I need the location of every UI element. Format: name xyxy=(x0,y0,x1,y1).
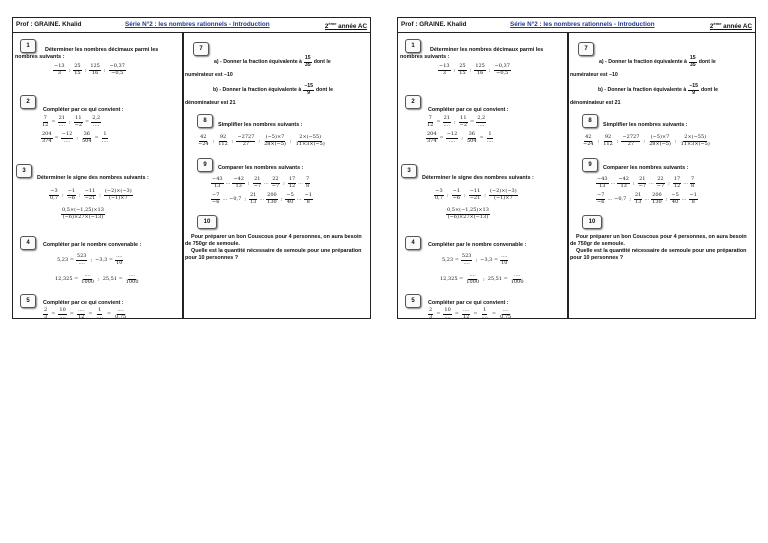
fraction: −0,37 −0,5 xyxy=(494,63,510,76)
fraction: 523 .... xyxy=(461,253,472,266)
fraction: −42 13 xyxy=(618,176,629,189)
fraction: 0,5×(−1,25)×13 (−6)×27×(−13) xyxy=(62,207,104,220)
fraction: 7 12 xyxy=(427,115,434,128)
fraction: 125 16 xyxy=(475,63,485,76)
fraction: $\frac{2}{3}$ xyxy=(44,307,48,320)
exercise-number-10: 10 xyxy=(582,215,602,229)
exercise-10-text-1: Pour préparer un bon Couscous pour 4 personnes, on aura besoin de 750gr de semoule. xyxy=(185,234,362,248)
exercise-9-math-b: −7 −6 ... −0,7 ; 21 13 ... 200 130 ; −5 40 ... −1 8 xyxy=(597,192,697,205)
exercise-number-4: 4 xyxy=(20,236,36,250)
fraction: −7 −6 xyxy=(597,192,605,205)
fraction: −12 .... xyxy=(446,131,458,144)
exercise-number-2: 2 xyxy=(20,95,36,109)
fraction: −5 40 xyxy=(671,192,679,205)
teacher-name: Prof : GRAINE. Khalid xyxy=(16,21,82,28)
fraction: 7 12 xyxy=(42,115,49,128)
fraction: .... 0,75 xyxy=(500,307,512,320)
fraction: −43 13 xyxy=(212,176,223,189)
fraction: $\frac{2}{3}$ xyxy=(429,307,433,320)
column-divider xyxy=(567,33,569,318)
fraction: 10 .... xyxy=(444,307,451,320)
fraction: −3 0,7 xyxy=(435,188,443,201)
exercise-7a-line2: numérateur est −10 xyxy=(570,72,618,78)
fraction: 25 15 xyxy=(459,63,466,76)
worksheet-right xyxy=(397,17,756,319)
worksheet-left xyxy=(12,17,371,319)
fraction: 200 130 xyxy=(652,192,662,205)
exercise-5-math-a: $\frac{2}{3}$ = 10 .... = .... 12 = 1 .... = .... 0,75 xyxy=(44,307,127,320)
exercise-9-math-a: −43 13 ... −42 13 ; 21 −7 ... 22 −7 ; 17 12 ... 7 8 xyxy=(597,176,695,189)
fraction: (−5)×7 28×(−5) xyxy=(264,134,286,147)
exercise-5-text: Compléter par ce qui convient : xyxy=(428,300,509,306)
exercise-9-text: Comparer les nombres suivants : xyxy=(218,165,304,171)
exercise-3-math-b xyxy=(61,208,105,220)
exercise-3-text: Déterminer le signe des nombres suivants : xyxy=(37,175,149,181)
exercise-number-3: 3 xyxy=(401,164,417,178)
series-title: Série N°2 : les nombres rationnels - Introduction xyxy=(510,21,655,28)
fraction: 36 504 xyxy=(467,131,477,144)
grade-level: 2ème année AC xyxy=(709,21,752,31)
fraction: .... 10 xyxy=(116,253,123,266)
exercise-7a-line2: numérateur est −10 xyxy=(185,72,233,78)
fraction: 204 374 xyxy=(42,131,52,144)
exercise-4-text: Compléter par le nombre convenable : xyxy=(428,242,527,248)
fraction: 7 8 xyxy=(305,176,310,189)
fraction: .... 0,75 xyxy=(115,307,127,320)
exercise-7b-text: b) - Donner la fraction équivalente à −15 9 dont le xyxy=(598,83,719,97)
exercise-10-text-2: Quelle est la quantité nécessaire de semoule pour une préparation pour 10 personnes ? xyxy=(570,248,747,262)
exercise-7b-line2: dénominateur est 21 xyxy=(185,100,236,106)
fraction: .... 12 xyxy=(77,307,85,320)
exercise-1-math: −13 3 ; 25 15 ; 125 16 ; −0,37 −0,5 xyxy=(439,63,510,76)
exercise-10-text-2: Quelle est la quantité nécessaire de semoule pour une préparation pour 10 personnes ? xyxy=(185,248,362,262)
fraction: 0,5×(−1,25)×13 (−6)×27×(−13) xyxy=(447,207,489,220)
exercise-8-text: Simplifier les nombres suivants : xyxy=(218,122,303,128)
header-bar xyxy=(398,18,755,33)
fraction: .... 1000 xyxy=(510,272,524,285)
fraction: 7 8 xyxy=(690,176,695,189)
exercise-7a-text: a) - Donner la fraction équivalente à 15 35 dont le xyxy=(214,55,331,69)
fraction: 21 13 xyxy=(250,192,257,205)
exercise-7b-line2: dénominateur est 21 xyxy=(570,100,621,106)
fraction: 42 −24 xyxy=(198,134,209,147)
fraction: −43 13 xyxy=(597,176,608,189)
exercise-9-math-b: −7 −6 ... −0,7 ; 21 13 ... 200 130 ; −5 40 ... −1 8 xyxy=(212,192,312,205)
exercise-5-text: Compléter par ce qui convient : xyxy=(43,300,124,306)
fraction: −1 8 xyxy=(304,192,312,205)
exercise-4-math-a: 5,23 = 523 .... ; −3,3 = .... 10 xyxy=(57,253,123,266)
fraction: (−2)×(−3) (−1)×7 xyxy=(104,188,132,201)
fraction: 1 .... xyxy=(481,307,488,320)
fraction: 2×(−55) 11×3×(−5) xyxy=(680,134,710,147)
fraction: (−2)×(−3) (−1)×7 xyxy=(489,188,517,201)
exercise-3-text: Déterminer le signe des nombres suivants : xyxy=(422,175,534,181)
fraction: 10 .... xyxy=(59,307,66,320)
fraction: −3 0,7 xyxy=(50,188,58,201)
exercise-4-math-b: 12,325 = .... 1000 ; 25,51 = .... 1000 xyxy=(440,272,524,285)
exercise-number-9: 9 xyxy=(582,158,598,172)
fraction: .... 10 xyxy=(501,253,508,266)
exercise-4-math-b: 12,325 = .... 1000 ; 25,51 = .... 1000 xyxy=(55,272,139,285)
fraction: 523 .... xyxy=(76,253,87,266)
fraction: −13 3 xyxy=(439,63,450,76)
exercise-number-1: 1 xyxy=(405,39,421,53)
exercise-number-8: 8 xyxy=(582,114,598,128)
fraction: 92 112 xyxy=(218,134,228,147)
fraction: −2727 27 xyxy=(622,134,640,147)
fraction: −42 13 xyxy=(233,176,244,189)
fraction: 1 .... xyxy=(486,131,494,144)
fraction: −12 .... xyxy=(61,131,73,144)
fraction: 21 .... xyxy=(443,115,450,128)
exercise-number-5: 5 xyxy=(405,294,421,308)
fraction: −1 −6 xyxy=(67,188,76,201)
column-divider xyxy=(182,33,184,318)
header-bar xyxy=(13,18,370,33)
grade-level: 2ème année AC xyxy=(324,21,367,31)
exercise-number-5: 5 xyxy=(20,294,36,308)
fraction: −11 −21 xyxy=(469,188,481,201)
fraction: 2,2 .... xyxy=(92,115,101,128)
exercise-2-text: Compléter par ce qui convient : xyxy=(43,107,124,113)
exercise-number-1: 1 xyxy=(20,39,36,53)
fraction: 11 −2 xyxy=(459,115,468,128)
exercise-1-math: −13 3 ; 25 15 ; 125 16 ; −0,37 −0,5 xyxy=(54,63,125,76)
exercise-4-text: Compléter par le nombre convenable : xyxy=(43,242,142,248)
fraction: 204 374 xyxy=(427,131,437,144)
exercise-3-math-a: −3 0,7 ; −1 −6 ; −11 −21 ; (−2)×(−3) (−1)×7 xyxy=(435,188,517,201)
exercise-10-text-1: Pour préparer un bon Couscous pour 4 personnes, on aura besoin de 750gr de semoule. xyxy=(570,234,747,248)
fraction: −0,37 −0,5 xyxy=(109,63,125,76)
exercise-2-text: Compléter par ce qui convient : xyxy=(428,107,509,113)
exercise-1-text: Déterminer les nombres décimaux parmi les nombres suivants : xyxy=(15,47,159,61)
fraction: 42 −24 xyxy=(583,134,594,147)
exercise-5-math-a: $\frac{2}{3}$ = 10 .... = .... 12 = 1 .... = .... 0,75 xyxy=(429,307,512,320)
exercise-2-math-a: 7 12 = 21 .... ; 11 −2 = 2,2 .... xyxy=(427,115,486,128)
exercise-8-math: 42 −24 ; 92 112 ; −2727 27 ; (−5)×7 28×(−5) ; 2×(−55) 11×3×(−5) xyxy=(198,134,325,147)
exercise-8-text: Simplifier les nombres suivants : xyxy=(603,122,688,128)
exercise-9-text: Comparer les nombres suivants : xyxy=(603,165,689,171)
exercise-7b-text: b) - Donner la fraction équivalente à −15 9 dont le xyxy=(213,83,334,97)
exercise-number-7: 7 xyxy=(578,42,594,56)
exercise-8-math: 42 −24 ; 92 112 ; −2727 27 ; (−5)×7 28×(−5) ; 2×(−55) 11×3×(−5) xyxy=(583,134,710,147)
exercise-2-math-a: 7 12 = 21 .... ; 11 −2 = 2,2 .... xyxy=(42,115,101,128)
exercise-4-math-a: 5,23 = 523 .... ; −3,3 = .... 10 xyxy=(442,253,508,266)
fraction: .... 12 xyxy=(462,307,470,320)
fraction: .... 1000 xyxy=(125,272,139,285)
exercise-9-math-a: −43 13 ... −42 13 ; 21 −7 ... 22 −7 ; 17 12 ... 7 8 xyxy=(212,176,310,189)
fraction: −7 −6 xyxy=(212,192,220,205)
series-title: Série N°2 : les nombres rationnels - Introduction xyxy=(125,21,270,28)
fraction: −13 3 xyxy=(54,63,65,76)
fraction: 36 504 xyxy=(82,131,92,144)
fraction: 17 12 xyxy=(288,176,296,189)
fraction: −1 −6 xyxy=(452,188,461,201)
exercise-number-3: 3 xyxy=(16,164,32,178)
fraction: 21 −7 xyxy=(638,176,646,189)
fraction: 17 12 xyxy=(673,176,681,189)
fraction: .... 1000 xyxy=(81,272,95,285)
fraction: −5 40 xyxy=(286,192,294,205)
exercise-2-math-b: 204 374 = −12 .... ; 36 504 = 1 .... xyxy=(42,131,109,144)
fraction: 92 112 xyxy=(603,134,613,147)
fraction: 21 −7 xyxy=(253,176,261,189)
exercise-number-8: 8 xyxy=(197,114,213,128)
fraction: .... 1000 xyxy=(466,272,480,285)
fraction: (−5)×7 28×(−5) xyxy=(649,134,671,147)
exercise-number-9: 9 xyxy=(197,158,213,172)
fraction: 22 −7 xyxy=(656,176,665,189)
fraction: 21 .... xyxy=(58,115,65,128)
fraction: 125 16 xyxy=(90,63,100,76)
exercise-number-2: 2 xyxy=(405,95,421,109)
exercise-number-7: 7 xyxy=(193,42,209,56)
teacher-name: Prof : GRAINE. Khalid xyxy=(401,21,467,28)
exercise-2-math-b: 204 374 = −12 .... ; 36 504 = 1 .... xyxy=(427,131,494,144)
fraction: 2,2 .... xyxy=(477,115,486,128)
exercise-number-10: 10 xyxy=(197,215,217,229)
fraction: −11 −21 xyxy=(84,188,96,201)
exercise-3-math-a: −3 0,7 ; −1 −6 ; −11 −21 ; (−2)×(−3) (−1)×7 xyxy=(50,188,132,201)
fraction: 25 15 xyxy=(74,63,81,76)
fraction: 21 13 xyxy=(635,192,642,205)
fraction: 22 −7 xyxy=(271,176,280,189)
fraction: 200 130 xyxy=(267,192,277,205)
fraction: 2×(−55) 11×3×(−5) xyxy=(295,134,325,147)
fraction: 11 −2 xyxy=(74,115,83,128)
fraction: −1 8 xyxy=(689,192,697,205)
exercise-7a-text: a) - Donner la fraction équivalente à 15 35 dont le xyxy=(599,55,716,69)
exercise-1-text: Déterminer les nombres décimaux parmi les nombres suivants : xyxy=(400,47,544,61)
fraction: 1 .... xyxy=(101,131,109,144)
fraction: −2727 27 xyxy=(237,134,255,147)
exercise-number-4: 4 xyxy=(405,236,421,250)
exercise-3-math-b xyxy=(446,208,490,220)
fraction: 1 .... xyxy=(96,307,103,320)
